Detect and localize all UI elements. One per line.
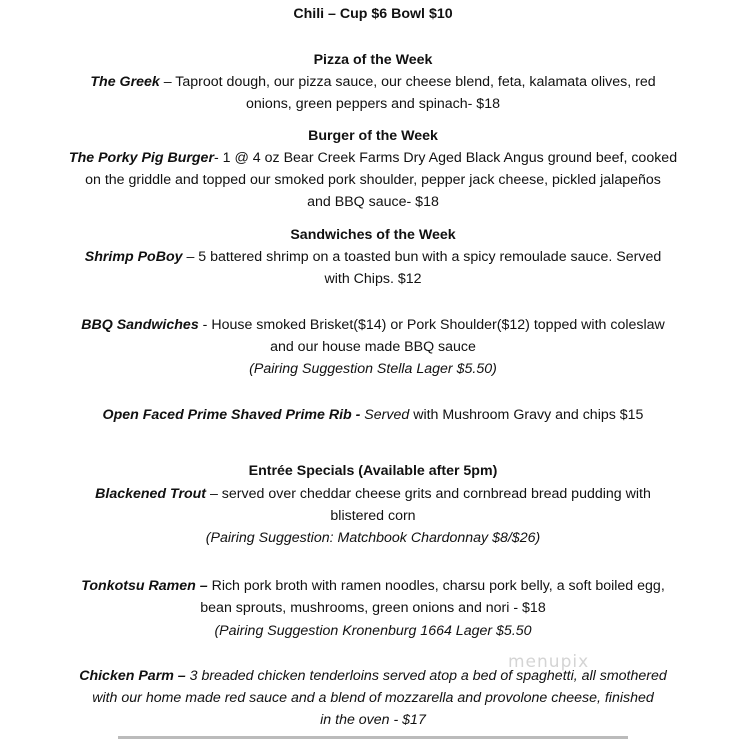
primerib-desc: with Mushroom Gravy and chips $15 [409, 407, 644, 423]
pizza-desc-1: – Taproot dough, our pizza sauce, our cheese blend, feta, kalamata olives, red [159, 74, 656, 90]
sandwiches-heading: Sandwiches of the Week [290, 227, 456, 243]
burger-heading: Burger of the Week [308, 128, 438, 144]
ramen-desc-2: bean sprouts, mushrooms, green onions and nori - $18 [200, 600, 546, 616]
ramen-desc-1: Rich pork broth with ramen noodles, charsu pork belly, a soft boiled egg, [207, 578, 665, 594]
burger-desc-3: and BBQ sauce- $18 [307, 194, 439, 210]
trout-item [0, 483, 746, 505]
trout-pairing: (Pairing Suggestion: Matchbook Chardonnay $8/$26) [205, 530, 541, 546]
pizza-desc-2: onions, green peppers and spinach- $18 [246, 96, 500, 112]
burger-desc-1: - 1 @ 4 oz Bear Creek Farms Dry Aged Black Angus ground beef, cooked [213, 150, 678, 166]
shrimp-item [0, 246, 746, 268]
pizza-name: The Greek [90, 74, 160, 90]
pizza-heading: Pizza of the Week [313, 52, 433, 68]
bbq-pairing: (Pairing Suggestion Stella Lager $5.50) [249, 361, 497, 377]
pizza-item [0, 71, 746, 93]
shrimp-desc-2: with Chips. $12 [324, 271, 422, 287]
parm-desc-2: with our home made red sauce and a blend of mozzarella and provolone cheese, finished [92, 690, 654, 706]
primerib-item [0, 404, 746, 426]
shrimp-name: Shrimp PoBoy [84, 249, 183, 265]
ramen-item [0, 575, 746, 597]
watermark: menupix [508, 652, 590, 672]
burger-name: The Porky Pig Burger [68, 150, 214, 166]
entrees-heading: Entrée Specials (Available after 5pm) [248, 463, 498, 479]
trout-name: Blackened Trout [95, 486, 207, 502]
shrimp-desc-1: – 5 battered shrimp on a toasted bun with a spicy remoulade sauce. Served [182, 249, 662, 265]
primerib-name: Open Faced Prime Shaved Prime Rib - [102, 407, 365, 423]
bbq-desc-1: - House smoked Brisket($14) or Pork Shoulder($12) topped with coleslaw [198, 317, 665, 333]
bbq-name: BBQ Sandwiches [81, 317, 199, 333]
parm-name: Chicken Parm – [79, 668, 186, 684]
chili-line: Chili – Cup $6 Bowl $10 [293, 6, 453, 22]
trout-desc-2: blistered corn [330, 508, 416, 524]
bbq-desc-2: and our house made BBQ sauce [270, 339, 476, 355]
bbq-item [0, 314, 746, 336]
primerib-served: Served [364, 407, 410, 423]
parm-item [0, 665, 746, 687]
ramen-pairing: (Pairing Suggestion Kronenburg 1664 Lager $5.50 [214, 623, 532, 639]
parm-desc-1: 3 breaded chicken tenderloins served atop a bed of spaghetti, all smothered [185, 668, 667, 684]
cut-off-next-line [0, 736, 746, 746]
ramen-name: Tonkotsu Ramen – [81, 578, 208, 594]
parm-desc-3: in the oven - $17 [320, 712, 426, 728]
trout-desc-1: – served over cheddar cheese grits and cornbread bread pudding with [206, 486, 651, 502]
burger-item [0, 147, 746, 169]
burger-desc-2: on the griddle and topped our smoked pork shoulder, pepper jack cheese, pickled jalapeños [85, 172, 661, 188]
